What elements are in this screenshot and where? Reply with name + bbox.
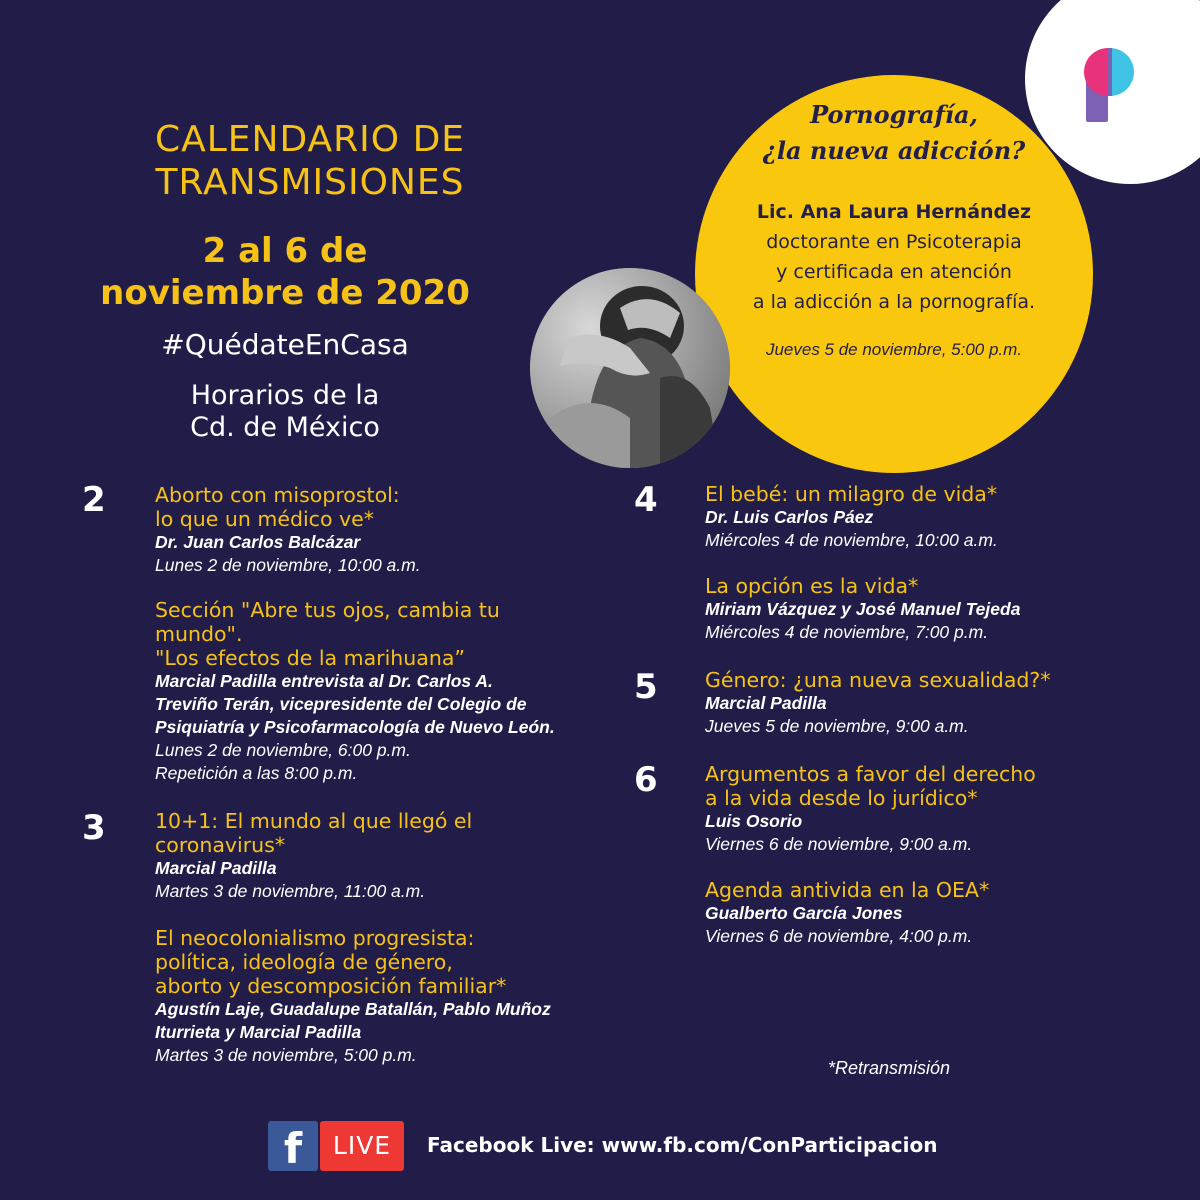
- event-date: Martes 3 de noviembre, 11:00 a.m.: [155, 881, 426, 901]
- event-title: [155, 483, 615, 531]
- date-range: [60, 230, 510, 314]
- event-date: Viernes 6 de noviembre, 4:00 p.m.: [705, 926, 973, 946]
- event-speaker: Gualberto García Jones: [705, 903, 903, 923]
- event-title-line: Argumentos a favor del derecho: [705, 762, 1036, 786]
- event-neocolonialismo: [155, 926, 615, 1067]
- event-efectos-marihuana: [155, 598, 615, 785]
- live-label: LIVE: [332, 1131, 392, 1160]
- event-speaker-line: Agustín Laje, Guadalupe Batallán, Pablo Muñoz: [155, 999, 551, 1019]
- title-line-1: CALENDARIO DE: [154, 119, 466, 160]
- facebook-icon[interactable]: [268, 1121, 318, 1171]
- event-date: Miércoles 4 de noviembre, 7:00 p.m.: [705, 622, 989, 642]
- event-bebe-milagro: [705, 482, 1145, 552]
- event-speaker: Marcial Padilla: [705, 693, 827, 713]
- timezone-line-2: Cd. de México: [190, 412, 380, 443]
- event-speaker: Dr. Juan Carlos Balcázar: [155, 532, 361, 552]
- event-argumentos-juridico: [705, 762, 1145, 856]
- event-title: Agenda antivida en la OEA*: [705, 878, 990, 902]
- event-speaker-line: Treviño Terán, vicepresidente del Colegio de: [155, 694, 527, 714]
- featured-desc-line-3: a la adicción a la pornografía.: [752, 291, 1036, 313]
- event-agenda-oea: [705, 878, 1145, 948]
- event-title-line: aborto y descomposición familiar*: [155, 974, 507, 998]
- title-line-2: TRANSMISIONES: [155, 162, 465, 203]
- person-holding-head-image-icon: [530, 268, 730, 468]
- event-date: Lunes 2 de noviembre, 6:00 p.m.: [155, 740, 411, 760]
- event-date: Miércoles 4 de noviembre, 10:00 a.m.: [705, 530, 998, 550]
- featured-description: [715, 227, 1073, 317]
- event-title: La opción es la vida*: [705, 574, 919, 598]
- event-speaker: Luis Osorio: [705, 811, 803, 831]
- event-date: Jueves 5 de noviembre, 9:00 a.m.: [705, 716, 969, 736]
- event-title-line: Sección "Abre tus ojos, cambia tu: [155, 598, 500, 622]
- event-title-line: mundo".: [155, 622, 243, 646]
- event-title-line: política, ideología de género,: [155, 950, 453, 974]
- timezone-note: [60, 380, 510, 444]
- featured-event-circle: [695, 75, 1093, 473]
- event-speaker-line: Iturrieta y Marcial Padilla: [155, 1022, 362, 1042]
- event-title-line: 10+1: El mundo al que llegó el: [155, 809, 473, 833]
- event-title: [155, 598, 615, 670]
- event-title-line: lo que un médico ve*: [155, 507, 375, 531]
- event-speaker: Dr. Luis Carlos Páez: [705, 507, 874, 527]
- event-date: Martes 3 de noviembre, 5:00 p.m.: [155, 1045, 417, 1065]
- event-speaker: [155, 998, 615, 1044]
- event-title: El bebé: un milagro de vida*: [705, 482, 998, 506]
- day-number-5: 5: [634, 667, 658, 707]
- featured-title-line-1: Pornografía,: [810, 100, 978, 129]
- day-number-4: 4: [634, 480, 658, 520]
- event-speaker-line: Marcial Padilla entrevista al Dr. Carlos A.: [155, 671, 493, 691]
- featured-desc-line-1: doctorante en Psicoterapia: [766, 231, 1022, 253]
- event-title: [155, 809, 615, 857]
- timezone-line-1: Horarios de la: [190, 380, 380, 411]
- event-aborto-misoprostol: [155, 483, 615, 577]
- day-number-3: 3: [82, 808, 106, 848]
- event-title: Género: ¿una nueva sexualidad?*: [705, 668, 1051, 692]
- day-number-2: 2: [82, 480, 106, 520]
- date-range-line-1: 2 al 6 de: [202, 231, 368, 271]
- event-repeat-time: Repetición a las 8:00 p.m.: [155, 763, 358, 783]
- retransmission-note: *Retransmisión: [828, 1058, 951, 1078]
- featured-title-line-2: ¿la nueva adicción?: [762, 136, 1026, 165]
- event-opcion-vida: [705, 574, 1145, 644]
- event-title-line: Aborto con misoprostol:: [155, 483, 400, 507]
- event-speaker-line: Psiquiatría y Psicofarmacología de Nuevo León.: [155, 717, 555, 737]
- event-date: Lunes 2 de noviembre, 10:00 a.m.: [155, 555, 421, 575]
- featured-date: Jueves 5 de noviembre, 5:00 p.m.: [765, 340, 1023, 359]
- event-speaker: Marcial Padilla: [155, 858, 277, 878]
- event-mundo-coronavirus: [155, 809, 615, 903]
- conparticipacion-logo-icon: [1080, 44, 1146, 122]
- event-genero-sexualidad: [705, 668, 1145, 738]
- event-date: Viernes 6 de noviembre, 9:00 a.m.: [705, 834, 973, 854]
- event-title-line: El neocolonialismo progresista:: [155, 926, 475, 950]
- featured-speaker: Lic. Ana Laura Hernández: [756, 201, 1032, 223]
- event-title: [705, 762, 1145, 810]
- facebook-glyph: f: [283, 1124, 303, 1173]
- live-badge[interactable]: [320, 1121, 404, 1171]
- event-speaker: [155, 670, 615, 739]
- day-number-6: 6: [634, 760, 658, 800]
- facebook-live-link[interactable]: Facebook Live: www.fb.com/ConParticipacion: [427, 1133, 938, 1157]
- speaker-photo: [530, 268, 730, 468]
- event-speaker: Miriam Vázquez y José Manuel Tejeda: [705, 599, 1021, 619]
- event-title: [155, 926, 615, 998]
- page-title: [80, 118, 540, 204]
- event-title-line: coronavirus*: [155, 833, 286, 857]
- featured-event-title: [735, 97, 1053, 169]
- hashtag: #QuédateEnCasa: [161, 328, 409, 361]
- date-range-line-2: noviembre de 2020: [100, 273, 470, 313]
- event-title-line: a la vida desde lo jurídico*: [705, 786, 978, 810]
- featured-desc-line-2: y certificada en atención: [776, 261, 1012, 283]
- event-title-line: "Los efectos de la marihuana”: [155, 646, 466, 670]
